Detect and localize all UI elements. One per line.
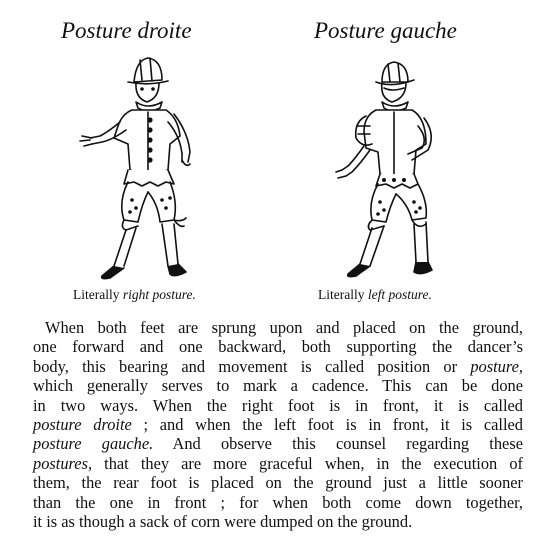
paragraph-line: them, the rear foot is placed on the ground just a little sooner <box>33 473 523 493</box>
paragraph-text: body, this bearing and movement is called position or <box>33 356 458 376</box>
caption-left-text: Literally <box>73 287 123 302</box>
paragraph-line: When both feet are sprung upon and placed on the ground, <box>45 318 523 337</box>
figure-caption-right <box>318 287 432 303</box>
paragraph-line: it is as though a sack of corn were dumped on the ground. <box>33 512 413 532</box>
paragraph-line <box>33 415 523 434</box>
paragraph-line: one forward and one backward, both supporting the dancer’s <box>33 337 523 357</box>
paragraph-line: in two ways. When the right foot is in front, it is called <box>33 395 523 415</box>
figure-title-left: Posture droite <box>61 18 192 43</box>
dancer-left-posture-illustration <box>320 52 470 284</box>
paragraph-italic: posture droite <box>33 415 132 435</box>
paragraph-line: than the one in front ; for when both come down together, <box>33 492 523 512</box>
paragraph-text: that they are more graceful when, in the execution of <box>92 453 523 473</box>
paragraph-line: which generally serves to mark a cadence. This can be done <box>33 376 523 396</box>
figure-caption-left <box>73 287 196 303</box>
paragraph-line <box>33 357 523 376</box>
paragraph-text: And observe this counsel regarding these <box>153 434 523 454</box>
caption-right-text: Literally <box>318 287 368 302</box>
paragraph-italic: posture gauche. <box>33 434 154 454</box>
body-paragraph <box>33 318 523 531</box>
paragraph-italic: postures, <box>33 453 93 473</box>
figure-title-right: Posture gauche <box>314 18 457 43</box>
paragraph-text: ; and when the left foot is in front, it is called <box>131 415 523 435</box>
dancer-right-posture-illustration <box>70 52 220 284</box>
paragraph-italic: posture, <box>470 356 523 376</box>
paragraph-line <box>33 454 523 473</box>
caption-right-italic: left posture. <box>367 287 432 302</box>
paragraph-line <box>33 434 523 453</box>
caption-left-italic: right posture. <box>122 287 196 302</box>
